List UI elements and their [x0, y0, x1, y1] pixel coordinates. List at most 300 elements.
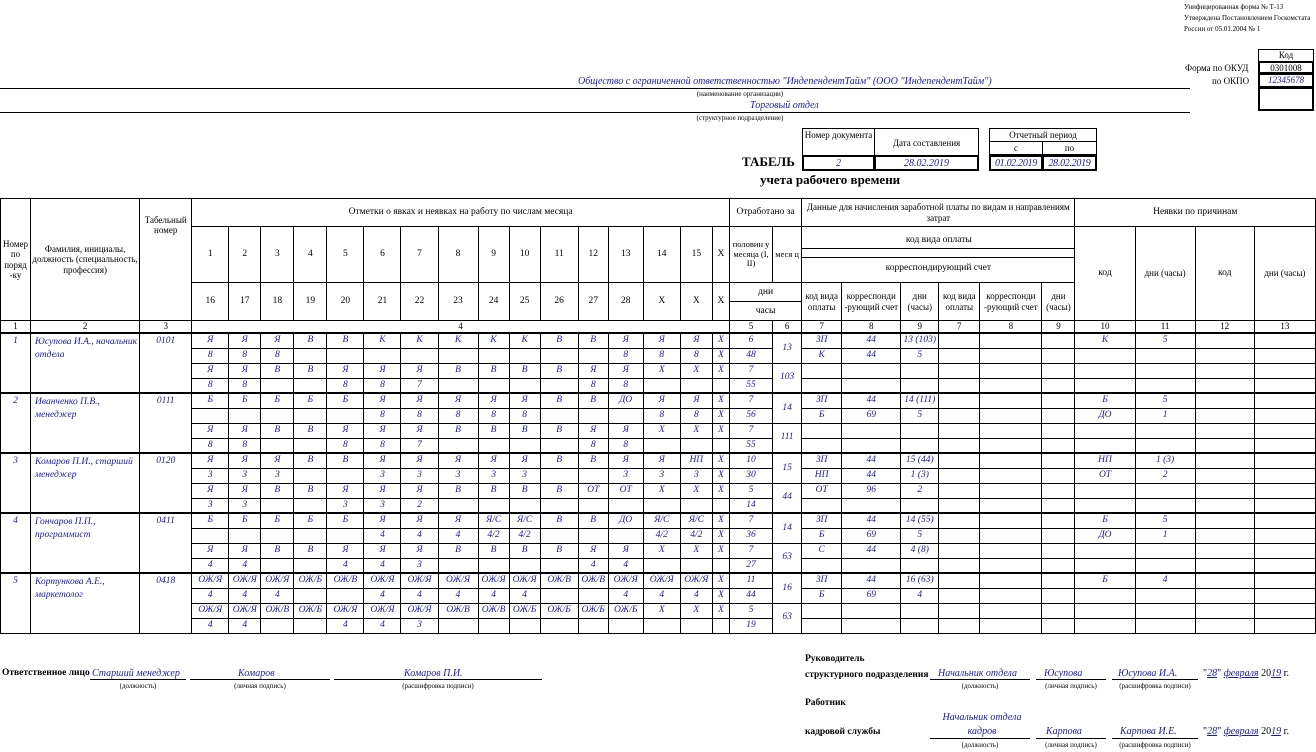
- mark-cell: В: [294, 543, 327, 558]
- okpo-label: по ОКПО: [1212, 76, 1250, 86]
- doc-date-label: Дата составления: [874, 128, 979, 156]
- pay-code-2: [939, 468, 980, 483]
- mark-cell: В: [294, 483, 327, 498]
- mark-cell: Я: [509, 453, 540, 468]
- absence-code: [1075, 483, 1135, 498]
- division-underline: [0, 112, 1190, 113]
- mark-cell: 3: [478, 468, 509, 483]
- mark-cell: 4: [229, 618, 261, 633]
- mark-cell: ОТ: [608, 483, 643, 498]
- col-number: 8: [980, 321, 1042, 334]
- day-header: 23: [438, 283, 478, 321]
- mark-cell: 4: [643, 588, 680, 603]
- pay-account-2: [980, 333, 1042, 348]
- mark-cell: [261, 408, 294, 423]
- pay-account: [842, 363, 901, 378]
- mark-cell: [327, 588, 364, 603]
- period-label: Отчетный период: [989, 128, 1097, 142]
- mark-cell: Х: [680, 603, 712, 618]
- pay-days: [901, 603, 939, 618]
- mark-cell: 8: [478, 408, 509, 423]
- absence-code-2: [1195, 603, 1254, 618]
- mark-cell: [478, 378, 509, 393]
- mark-cell: 8: [578, 378, 608, 393]
- pay-code-2: [939, 588, 980, 603]
- head-day: 28: [1207, 668, 1218, 679]
- mark-cell: В: [578, 513, 608, 528]
- organization-caption: (наименование организации): [696, 90, 784, 98]
- hr-name: Карпова И.Е.: [1120, 726, 1177, 737]
- absence-days-2: [1254, 453, 1315, 468]
- mark-cell: 4: [478, 588, 509, 603]
- mark-cell: Я: [327, 483, 364, 498]
- pay-account-2: [980, 453, 1042, 468]
- employee-tab: 0111: [140, 393, 192, 453]
- day-header: 2: [229, 227, 261, 283]
- mark-cell: Я: [364, 543, 401, 558]
- absence-days-2: [1254, 498, 1315, 513]
- pay-account: [842, 378, 901, 393]
- absence-code-2: [1195, 543, 1254, 558]
- absence-days: [1135, 558, 1195, 573]
- head-year-suffix: г.: [1283, 668, 1290, 679]
- absence-code: Б: [1075, 573, 1135, 588]
- absence-days: [1135, 378, 1195, 393]
- absence-days: 2: [1135, 468, 1195, 483]
- day-header: 27: [578, 283, 608, 321]
- mark-cell: 7: [401, 438, 438, 453]
- pay-account: 44: [842, 468, 901, 483]
- pay-code-2: [939, 558, 980, 573]
- mark-cell: Я/С: [478, 513, 509, 528]
- absence-code: [1075, 543, 1135, 558]
- day-header: 25: [509, 283, 540, 321]
- absence-days: [1135, 483, 1195, 498]
- mark-cell: 3: [509, 468, 540, 483]
- mark-cell: В: [438, 483, 478, 498]
- mark-cell: [438, 438, 478, 453]
- col-number: 10: [1075, 321, 1135, 334]
- mark-cell: Я: [401, 363, 438, 378]
- pay-code: ЗП: [802, 573, 842, 588]
- mark-cell: Я: [364, 393, 401, 408]
- pay-days: 2: [901, 483, 939, 498]
- hr-position-line: [930, 738, 1030, 739]
- mark-cell: ОЖ/Я: [509, 573, 540, 588]
- mark-cell: 4: [327, 618, 364, 633]
- mark-cell: 4: [608, 558, 643, 573]
- pay-days-2: [1042, 573, 1075, 588]
- mark-cell: [294, 408, 327, 423]
- absence-days-2: [1254, 378, 1315, 393]
- mark-cell: 8: [261, 348, 294, 363]
- worked-half: 44: [730, 588, 773, 603]
- pay-days-2: [1042, 348, 1075, 363]
- period-from: 01.02.2019: [989, 155, 1043, 171]
- mark-cell: [294, 438, 327, 453]
- mark-cell: [478, 618, 509, 633]
- mark-cell: Х: [680, 543, 712, 558]
- absence-days-2: [1254, 573, 1315, 588]
- mark-cell: В: [540, 513, 578, 528]
- mark-cell: 7: [401, 378, 438, 393]
- mark-cell: Я: [401, 423, 438, 438]
- mark-cell: Я: [261, 333, 294, 348]
- mark-cell: В: [438, 543, 478, 558]
- mark-cell: ОЖ/Я: [438, 573, 478, 588]
- mark-cell: ОЖ/В: [327, 573, 364, 588]
- mark-cell: [680, 438, 712, 453]
- absence-code: Б: [1075, 393, 1135, 408]
- timesheet-table: [0, 198, 1316, 634]
- col-number: 3: [140, 321, 192, 334]
- mark-cell: [478, 558, 509, 573]
- pay-code-2: [939, 543, 980, 558]
- absence-code: [1075, 348, 1135, 363]
- resp-name-caption: (расшифровка подписи): [402, 682, 474, 690]
- head-position: Начальник отдела: [938, 668, 1017, 679]
- mark-cell: [608, 618, 643, 633]
- pay-days: [901, 558, 939, 573]
- header-corr-acc-2: корреспонди -рующий счет: [980, 283, 1042, 321]
- absence-days: [1135, 543, 1195, 558]
- mark-cell: Б: [294, 393, 327, 408]
- worked-month-hours: 103: [773, 363, 802, 393]
- header-worked: Отработано за: [730, 199, 802, 227]
- header-hours: часы: [755, 306, 776, 316]
- mark-cell: 4: [364, 618, 401, 633]
- absence-code-2: [1195, 438, 1254, 453]
- header-paycode: код вида оплаты: [802, 232, 1075, 249]
- mark-cell: Я: [401, 453, 438, 468]
- pay-days: 4: [901, 588, 939, 603]
- mark-cell: Б: [261, 513, 294, 528]
- form-info-line-3: России от 05.01.2004 № 1: [1184, 25, 1261, 33]
- absence-code-2: [1195, 453, 1254, 468]
- employee-number: 2: [1, 393, 31, 453]
- employee-row: [1, 618, 1316, 633]
- worked-half: 5: [730, 483, 773, 498]
- worked-month-days: 15: [773, 453, 802, 483]
- mark-cell: Х: [680, 483, 712, 498]
- mark-cell: 4/2: [509, 528, 540, 543]
- mark-cell: ОЖ/В: [438, 603, 478, 618]
- mark-cell: [294, 468, 327, 483]
- employee-name: Кортункова А.Е., маркетолог: [31, 573, 140, 633]
- mark-cell: Б: [229, 513, 261, 528]
- mark-cell: Я: [364, 483, 401, 498]
- mark-cell: В: [294, 423, 327, 438]
- mark-cell: Я/С: [680, 513, 712, 528]
- pay-days-2: [1042, 543, 1075, 558]
- day-header: 12: [578, 227, 608, 283]
- days-row-1: [1, 227, 1316, 283]
- mark-cell: [540, 348, 578, 363]
- mark-cell: 4/2: [478, 528, 509, 543]
- mark-cell: 8: [364, 378, 401, 393]
- pay-account: 44: [842, 348, 901, 363]
- okud-value: 0301008: [1258, 61, 1314, 74]
- mark-cell: В: [540, 543, 578, 558]
- doc-number: 2: [802, 155, 875, 171]
- day-header: 1: [192, 227, 229, 283]
- resp-name: Комаров П.И.: [404, 668, 463, 679]
- employee-row: [1, 573, 1316, 588]
- table-body: [1, 333, 1316, 633]
- head-position-caption: (должность): [961, 682, 999, 690]
- pay-account-2: [980, 468, 1042, 483]
- pay-days: [901, 438, 939, 453]
- absence-days: 5: [1135, 333, 1195, 348]
- table-header: [1, 199, 1316, 334]
- absence-days-2: [1254, 408, 1315, 423]
- mark-cell: 3: [327, 498, 364, 513]
- absence-code-2: [1195, 558, 1254, 573]
- mark-cell: [438, 378, 478, 393]
- mark-cell: [327, 408, 364, 423]
- mark-cell: 8: [680, 408, 712, 423]
- pay-days: [901, 363, 939, 378]
- worked-half: 7: [730, 543, 773, 558]
- pay-days-2: [1042, 513, 1075, 528]
- mark-cell: [327, 348, 364, 363]
- absence-days: [1135, 423, 1195, 438]
- mark-cell: Я: [364, 453, 401, 468]
- header-payroll: Данные для начисления заработной платы по видам и направлениям затрат: [802, 199, 1075, 227]
- pay-days: 14 (111): [901, 393, 939, 408]
- mark-cell: Я: [438, 513, 478, 528]
- pay-code: ЗП: [802, 333, 842, 348]
- absence-days-2: [1254, 483, 1315, 498]
- mark-cell: В: [294, 333, 327, 348]
- mark-cell: [229, 408, 261, 423]
- mark-cell: [643, 438, 680, 453]
- mark-cell: В: [540, 423, 578, 438]
- mark-cell: К: [438, 333, 478, 348]
- absence-code: [1075, 498, 1135, 513]
- pay-code: [802, 498, 842, 513]
- head-month: февраля: [1223, 668, 1259, 679]
- title-sub: учета рабочего времени: [760, 172, 901, 187]
- employee-name: Гончаров П.П., программист: [31, 513, 140, 573]
- resp-position: Старший менеджер: [92, 668, 180, 679]
- mark-cell: [540, 378, 578, 393]
- mark-cell: [438, 498, 478, 513]
- mark-cell: [509, 618, 540, 633]
- day-header: 19: [294, 283, 327, 321]
- mark-cell: 4: [261, 588, 294, 603]
- mark-cell: 4: [364, 558, 401, 573]
- mark-cell: Я: [608, 363, 643, 378]
- pay-account: [842, 618, 901, 633]
- pay-account-2: [980, 348, 1042, 363]
- employee-number: 5: [1, 573, 31, 633]
- day-header: X: [712, 227, 729, 283]
- mark-cell: Х: [712, 348, 729, 363]
- pay-days-2: [1042, 468, 1075, 483]
- mark-cell: [578, 498, 608, 513]
- col-number: 8: [842, 321, 901, 334]
- mark-cell: 8: [608, 438, 643, 453]
- pay-account-2: [980, 498, 1042, 513]
- pay-code-2: [939, 423, 980, 438]
- header-corr: корреспондирующий счет: [802, 257, 1074, 278]
- day-header: 7: [401, 227, 438, 283]
- pay-days-2: [1042, 498, 1075, 513]
- mark-cell: [192, 528, 229, 543]
- mark-cell: [509, 498, 540, 513]
- mark-cell: В: [478, 423, 509, 438]
- title-main: ТАБЕЛЬ: [742, 154, 795, 169]
- mark-cell: 4: [229, 558, 261, 573]
- mark-cell: 8: [578, 438, 608, 453]
- mark-cell: Я: [608, 453, 643, 468]
- mark-cell: 2: [401, 498, 438, 513]
- mark-cell: [540, 618, 578, 633]
- mark-cell: В: [261, 483, 294, 498]
- employee-row: [1, 558, 1316, 573]
- header-abs-days-1: дни (часы): [1135, 227, 1195, 321]
- pay-days: [901, 498, 939, 513]
- mark-cell: Я: [192, 423, 229, 438]
- mark-cell: Б: [229, 393, 261, 408]
- pay-days-2: [1042, 393, 1075, 408]
- employee-name: Юсупова И.А., начальник отдела: [31, 333, 140, 393]
- mark-cell: [229, 528, 261, 543]
- day-header: 26: [540, 283, 578, 321]
- absence-days-2: [1254, 393, 1315, 408]
- header-code-pay-2: код вида оплаты: [939, 283, 980, 321]
- pay-days-2: [1042, 378, 1075, 393]
- absence-days: [1135, 588, 1195, 603]
- mark-cell: 8: [509, 408, 540, 423]
- hr-year-suffix: г.: [1283, 726, 1290, 737]
- mark-cell: В: [438, 363, 478, 378]
- mark-cell: ОТ: [578, 483, 608, 498]
- head-name-line: [1112, 679, 1198, 680]
- mark-cell: Я: [229, 333, 261, 348]
- pay-account: [842, 558, 901, 573]
- mark-cell: 8: [192, 438, 229, 453]
- header-days: дни: [730, 283, 801, 302]
- pay-account: 96: [842, 483, 901, 498]
- mark-cell: В: [478, 363, 509, 378]
- absence-days: [1135, 498, 1195, 513]
- worked-month-hours: 63: [773, 603, 802, 633]
- mark-cell: ОЖ/В: [478, 603, 509, 618]
- mark-cell: [540, 588, 578, 603]
- column-numbers-row: [1, 321, 1316, 334]
- pay-days-2: [1042, 333, 1075, 348]
- absence-code: Б: [1075, 513, 1135, 528]
- mark-cell: ОЖ/Я: [608, 573, 643, 588]
- mark-cell: [438, 558, 478, 573]
- employee-number: 4: [1, 513, 31, 573]
- head-year: 19: [1271, 668, 1282, 679]
- mark-cell: [261, 558, 294, 573]
- mark-cell: 4: [438, 528, 478, 543]
- pay-days: 1 (3): [901, 468, 939, 483]
- pay-code: Б: [802, 408, 842, 423]
- pay-account-2: [980, 588, 1042, 603]
- mark-cell: [294, 348, 327, 363]
- mark-cell: 8: [192, 378, 229, 393]
- col-number: 5: [730, 321, 773, 334]
- mark-cell: [643, 558, 680, 573]
- codes-header: Код: [1258, 49, 1314, 62]
- mark-cell: Я: [643, 453, 680, 468]
- head-sign: Юсупова: [1044, 668, 1083, 679]
- mark-cell: [643, 378, 680, 393]
- hr-position-caption: (должность): [961, 741, 999, 749]
- employee-tab: 0101: [140, 333, 192, 393]
- employee-row: [1, 543, 1316, 558]
- pay-code-2: [939, 348, 980, 363]
- mark-cell: 4: [229, 588, 261, 603]
- header-month: меся ц: [773, 227, 802, 283]
- absence-days-2: [1254, 513, 1315, 528]
- worked-half: 7: [730, 363, 773, 378]
- absence-code: [1075, 588, 1135, 603]
- col-number: 1: [1, 321, 31, 334]
- absence-code-2: [1195, 483, 1254, 498]
- pay-code: Б: [802, 588, 842, 603]
- mark-cell: [578, 348, 608, 363]
- worked-half: 48: [730, 348, 773, 363]
- header-fio: Фамилия, инициалы, должность (специальность, профессия): [31, 199, 140, 321]
- mark-cell: В: [540, 453, 578, 468]
- day-header: 17: [229, 283, 261, 321]
- head-label-2: структурного подразделения: [805, 670, 929, 680]
- mark-cell: 4: [680, 588, 712, 603]
- mark-cell: ДО: [608, 393, 643, 408]
- mark-cell: 4: [192, 618, 229, 633]
- absence-code: ОТ: [1075, 468, 1135, 483]
- mark-cell: [680, 618, 712, 633]
- absence-days-2: [1254, 618, 1315, 633]
- mark-cell: [540, 498, 578, 513]
- col-number: 6: [773, 321, 802, 334]
- day-header: 14: [643, 227, 680, 283]
- mark-cell: [578, 408, 608, 423]
- mark-cell: [294, 498, 327, 513]
- mark-cell: [327, 468, 364, 483]
- mark-cell: К: [401, 333, 438, 348]
- mark-cell: [294, 618, 327, 633]
- pay-code-2: [939, 333, 980, 348]
- day-header: 18: [261, 283, 294, 321]
- mark-cell: Х: [643, 423, 680, 438]
- pay-code-2: [939, 513, 980, 528]
- pay-code: [802, 558, 842, 573]
- absence-days: 5: [1135, 393, 1195, 408]
- worked-half: 7: [730, 423, 773, 438]
- mark-cell: 8: [364, 438, 401, 453]
- pay-code-2: [939, 378, 980, 393]
- day-header: X: [643, 283, 680, 321]
- mark-cell: В: [261, 363, 294, 378]
- worked-month-hours: 111: [773, 423, 802, 453]
- pay-code-2: [939, 408, 980, 423]
- worked-month-hours: 44: [773, 483, 802, 513]
- pay-account-2: [980, 438, 1042, 453]
- pay-days: [901, 423, 939, 438]
- mark-cell: [261, 528, 294, 543]
- mark-cell: 8: [401, 408, 438, 423]
- employee-row: [1, 348, 1316, 363]
- pay-account-2: [980, 543, 1042, 558]
- mark-cell: Х: [712, 363, 729, 378]
